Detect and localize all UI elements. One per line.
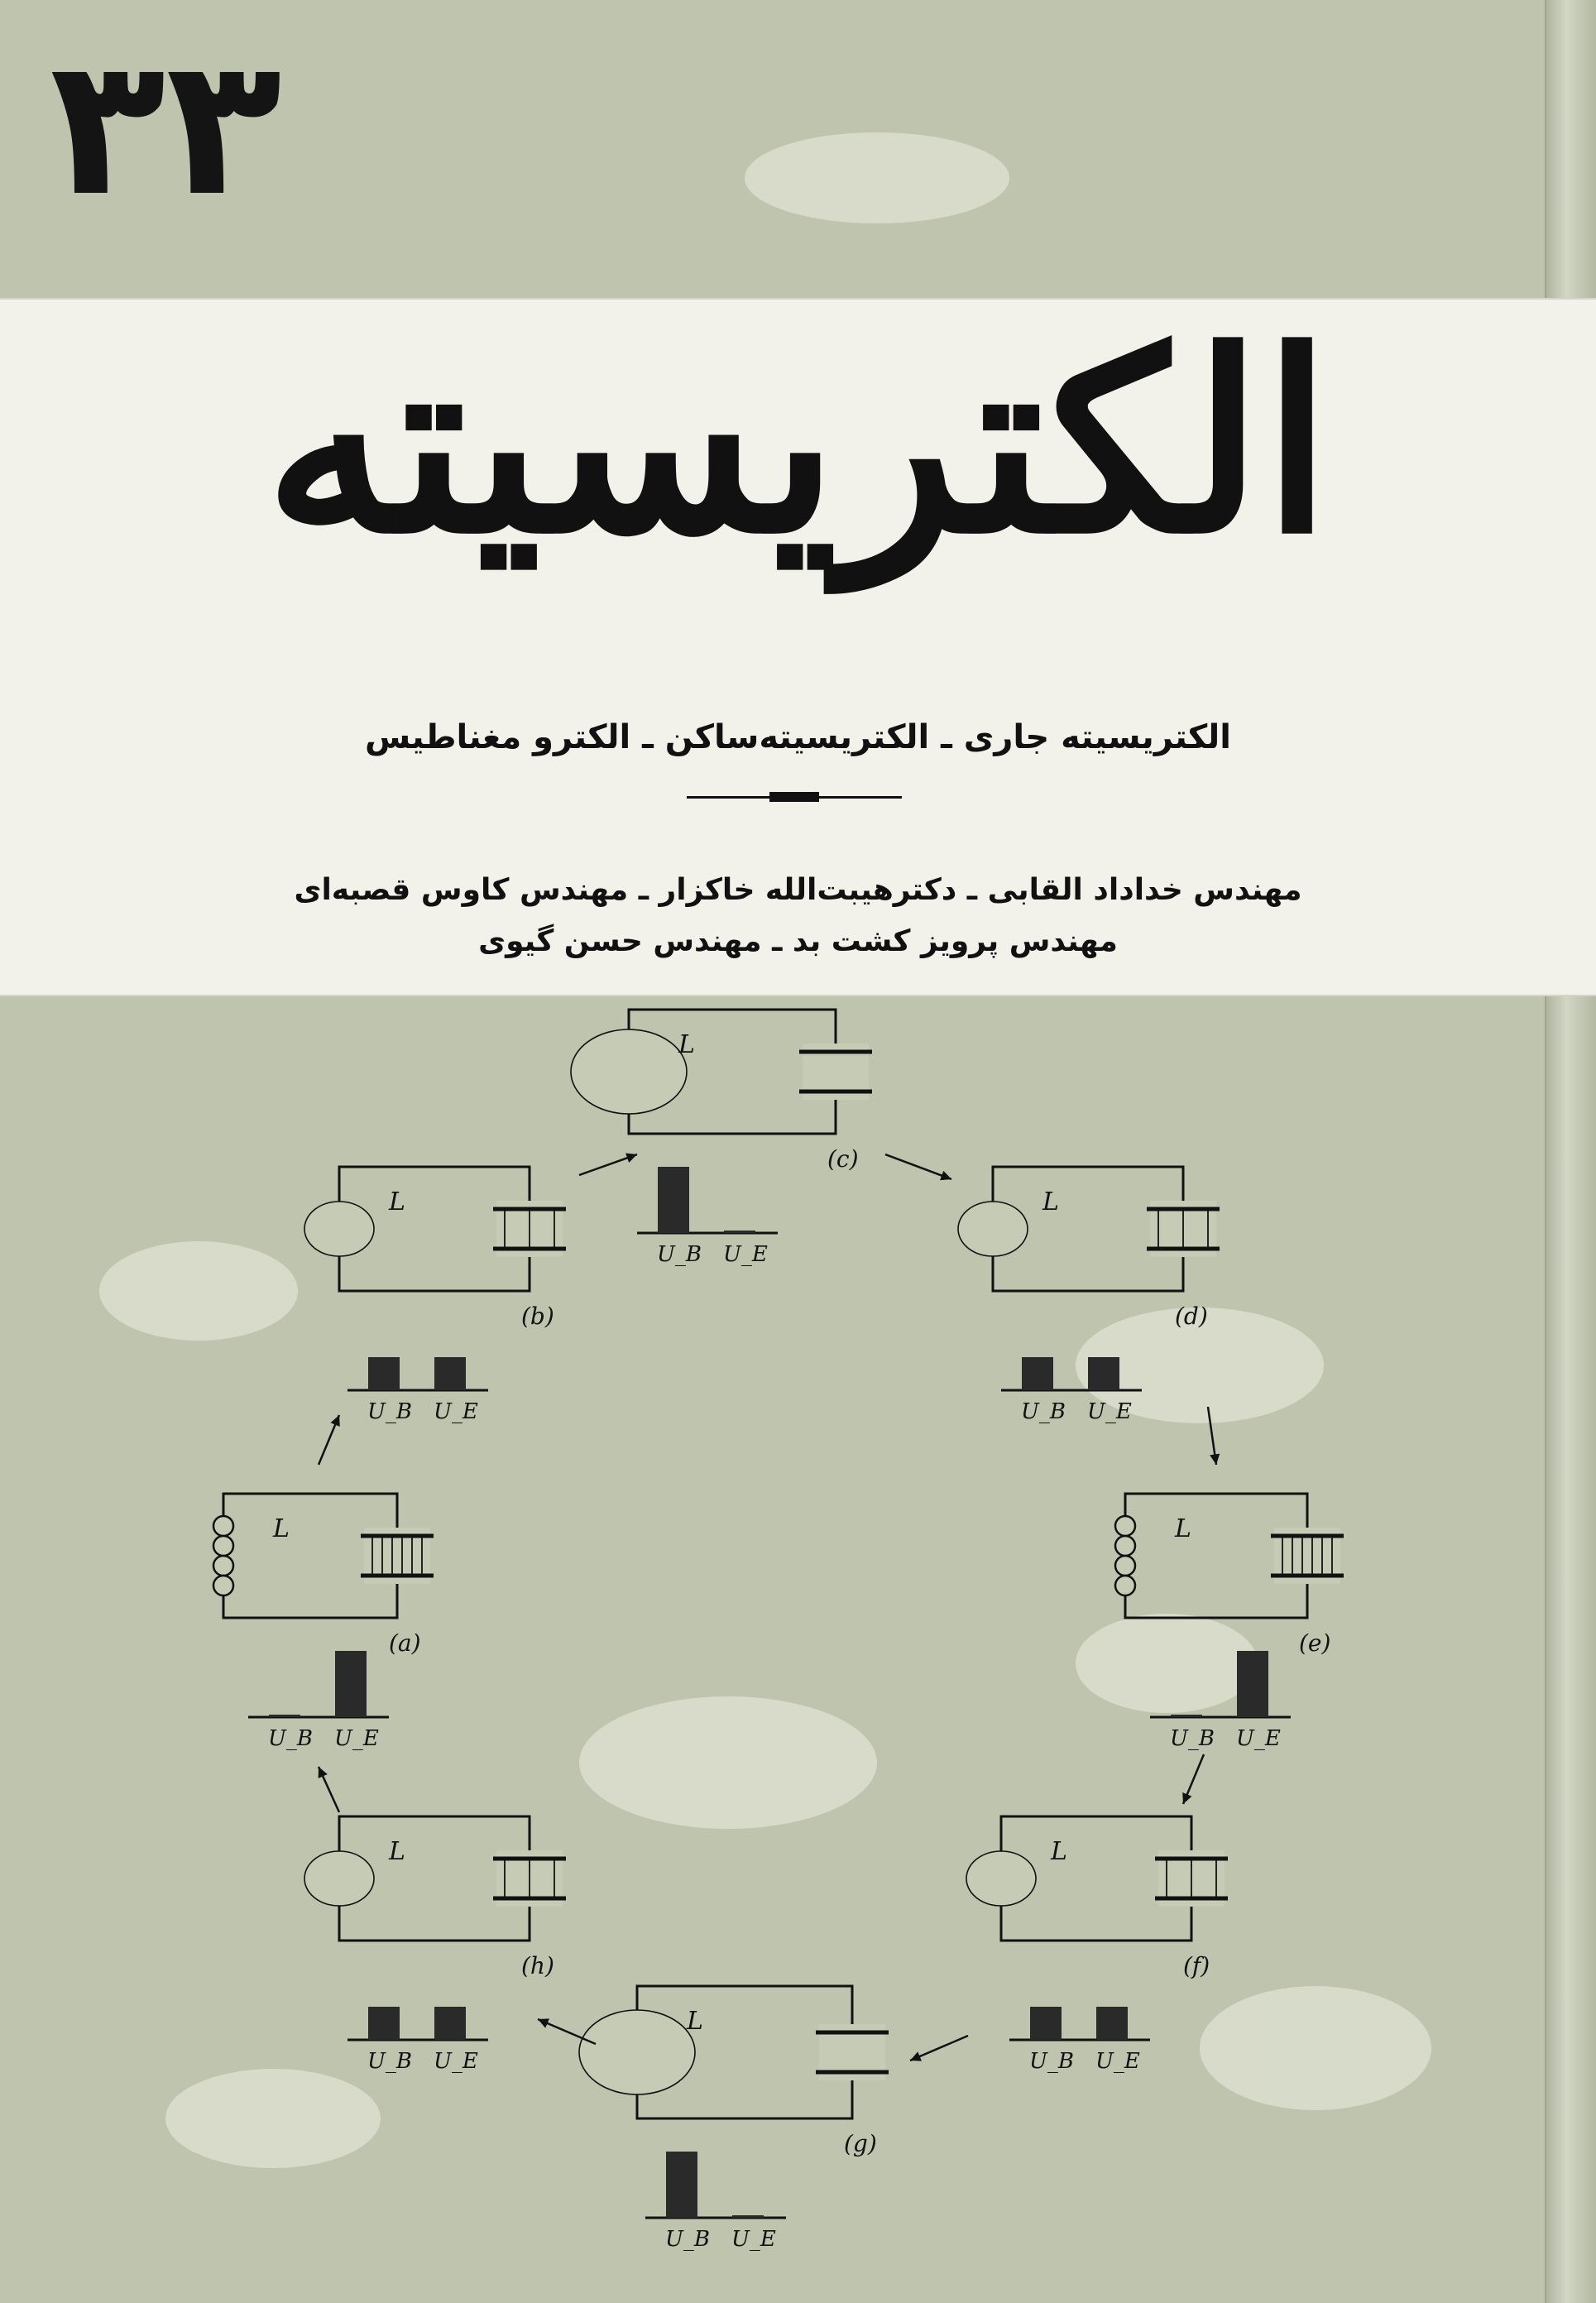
- energy-bar-electric-g: [732, 2215, 764, 2218]
- inductor-coil-e: [1115, 1536, 1135, 1556]
- energy-label-magnetic-f: U_B: [1029, 2049, 1075, 2074]
- energy-bar-electric-d: [1088, 1357, 1119, 1390]
- energy-label-magnetic-g: U_B: [665, 2227, 711, 2252]
- decorative-divider-center: [769, 792, 819, 802]
- inductor-coil-a: [213, 1576, 233, 1595]
- field-line-g: [579, 2010, 695, 2094]
- transition-arrowhead-2: [1210, 1454, 1220, 1465]
- stage-label-f: (f): [1183, 1952, 1210, 1979]
- energy-bar-electric-a: [335, 1651, 367, 1717]
- energy-label-electric-c: U_E: [723, 1242, 768, 1267]
- energy-bar-electric-h: [434, 2007, 466, 2040]
- energy-bar-magnetic-b: [368, 1357, 400, 1390]
- inductor-label-a: L: [273, 1514, 290, 1543]
- energy-label-magnetic-c: U_B: [657, 1242, 702, 1267]
- energy-label-magnetic-a: U_B: [268, 1726, 314, 1751]
- transition-arrowhead-0: [625, 1154, 637, 1163]
- energy-label-magnetic-b: U_B: [367, 1399, 413, 1424]
- energy-label-electric-b: U_E: [434, 1399, 478, 1424]
- energy-bar-magnetic-f: [1030, 2007, 1062, 2040]
- energy-label-electric-g: U_E: [731, 2227, 776, 2252]
- inductor-label-g: L: [687, 2007, 703, 2036]
- energy-label-magnetic-h: U_B: [367, 2049, 413, 2074]
- energy-bar-magnetic-c: [658, 1167, 689, 1233]
- stage-label-c: (c): [827, 1145, 859, 1173]
- energy-bar-electric-e: [1237, 1651, 1268, 1717]
- inductor-coil-e: [1115, 1516, 1135, 1536]
- energy-bar-electric-b: [434, 1357, 466, 1390]
- energy-bar-magnetic-d: [1022, 1357, 1053, 1390]
- energy-bar-electric-f: [1096, 2007, 1128, 2040]
- authors-line-2: مهندس پرویز کشت بد ـ مهندس حسن گیوی: [478, 924, 1118, 958]
- energy-label-electric-h: U_E: [434, 2049, 478, 2074]
- stage-label-h: (h): [521, 1952, 554, 1979]
- inductor-label-e: L: [1175, 1514, 1191, 1543]
- stage-label-a: (a): [389, 1629, 421, 1657]
- inductor-label-h: L: [389, 1837, 405, 1866]
- inductor-label-d: L: [1042, 1187, 1059, 1216]
- energy-label-electric-f: U_E: [1095, 2049, 1140, 2074]
- energy-bar-electric-c: [724, 1231, 755, 1233]
- field-line-b: [304, 1202, 374, 1256]
- lc-circuit-illustration: [0, 993, 1596, 2303]
- inductor-coil-a: [213, 1556, 233, 1576]
- authors-line-1: مهندس خداداد القابی ـ دکترهیبت‌الله خاکزار ـ مهندس کاوس قصبه‌ای: [294, 873, 1302, 907]
- volume-number: ۳۳: [50, 17, 282, 238]
- transition-arrow-1: [885, 1154, 951, 1179]
- inductor-coil-e: [1115, 1556, 1135, 1576]
- book-title: الکتریسیته: [264, 296, 1332, 588]
- field-line-d: [958, 1202, 1028, 1256]
- lc-oscillation-diagram: [0, 993, 1596, 2303]
- stage-label-b: (b): [521, 1303, 554, 1330]
- field-line-c: [571, 1029, 687, 1114]
- energy-label-electric-d: U_E: [1087, 1399, 1132, 1424]
- inductor-label-c: L: [678, 1030, 695, 1059]
- energy-label-electric-a: U_E: [334, 1726, 379, 1751]
- book-subtitle: الکتریسیته جاری ـ الکتریسیته‌ساکن ـ الکترو مغناطیس: [364, 718, 1232, 756]
- field-line-f: [966, 1851, 1036, 1906]
- inductor-coil-a: [213, 1516, 233, 1536]
- energy-label-electric-e: U_E: [1236, 1726, 1281, 1751]
- energy-bar-magnetic-e: [1171, 1715, 1202, 1717]
- stage-label-g: (g): [844, 2130, 877, 2157]
- energy-label-magnetic-d: U_B: [1021, 1399, 1066, 1424]
- energy-label-magnetic-e: U_B: [1170, 1726, 1215, 1751]
- inductor-label-f: L: [1051, 1837, 1067, 1866]
- inductor-coil-e: [1115, 1576, 1135, 1595]
- field-line-h: [304, 1851, 374, 1906]
- stage-label-d: (d): [1175, 1303, 1208, 1330]
- energy-bar-magnetic-g: [666, 2152, 697, 2218]
- energy-bar-magnetic-h: [368, 2007, 400, 2040]
- stage-label-e: (e): [1299, 1629, 1331, 1657]
- inductor-coil-a: [213, 1536, 233, 1556]
- inductor-label-b: L: [389, 1187, 405, 1216]
- energy-bar-magnetic-a: [269, 1715, 300, 1717]
